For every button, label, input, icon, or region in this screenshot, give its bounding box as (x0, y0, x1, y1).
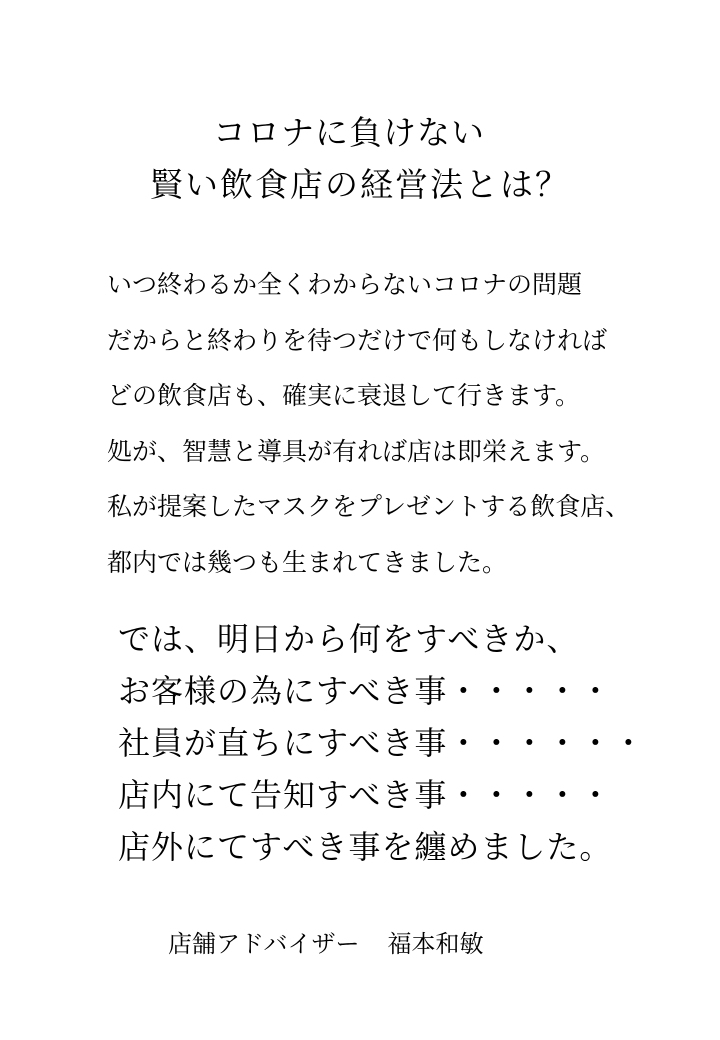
intro-line: 都内では幾つも生まれてきました。 (107, 547, 508, 577)
action-list (118, 620, 708, 883)
intro-line: 処が、智慧と導具が有れば店は即栄えます。 (107, 436, 606, 466)
intro-line: いつ終わるか全くわからないコロナの問題 (107, 270, 583, 299)
title-line-2: 賢い飲食店の経営法とは？ (150, 165, 570, 204)
action-line: 店外にてすべき事を纏めました。 (118, 828, 613, 866)
action-line: お客様の為にすべき事・・・・・ (118, 672, 613, 710)
title-line-1: コロナに負けない (213, 113, 485, 152)
action-line: 社員が直ちにすべき事・・・・・・ (118, 724, 646, 762)
signature-role: 店舗アドバイザー (168, 930, 360, 958)
intro-line: どの飲食店も、確実に衰退して行きます。 (107, 381, 581, 410)
signature (168, 932, 484, 956)
action-line: 店内にて告知すべき事・・・・・ (118, 776, 613, 814)
intro-paragraph (107, 272, 707, 605)
intro-line: だからと終わりを待つだけで何もしなければ (107, 325, 608, 355)
signature-name: 福本和敏 (387, 930, 484, 958)
intro-line: 私が提案したマスクをプレゼントする飲食店、 (107, 492, 631, 521)
action-line: では、明日から何をすべきか、 (118, 620, 580, 658)
